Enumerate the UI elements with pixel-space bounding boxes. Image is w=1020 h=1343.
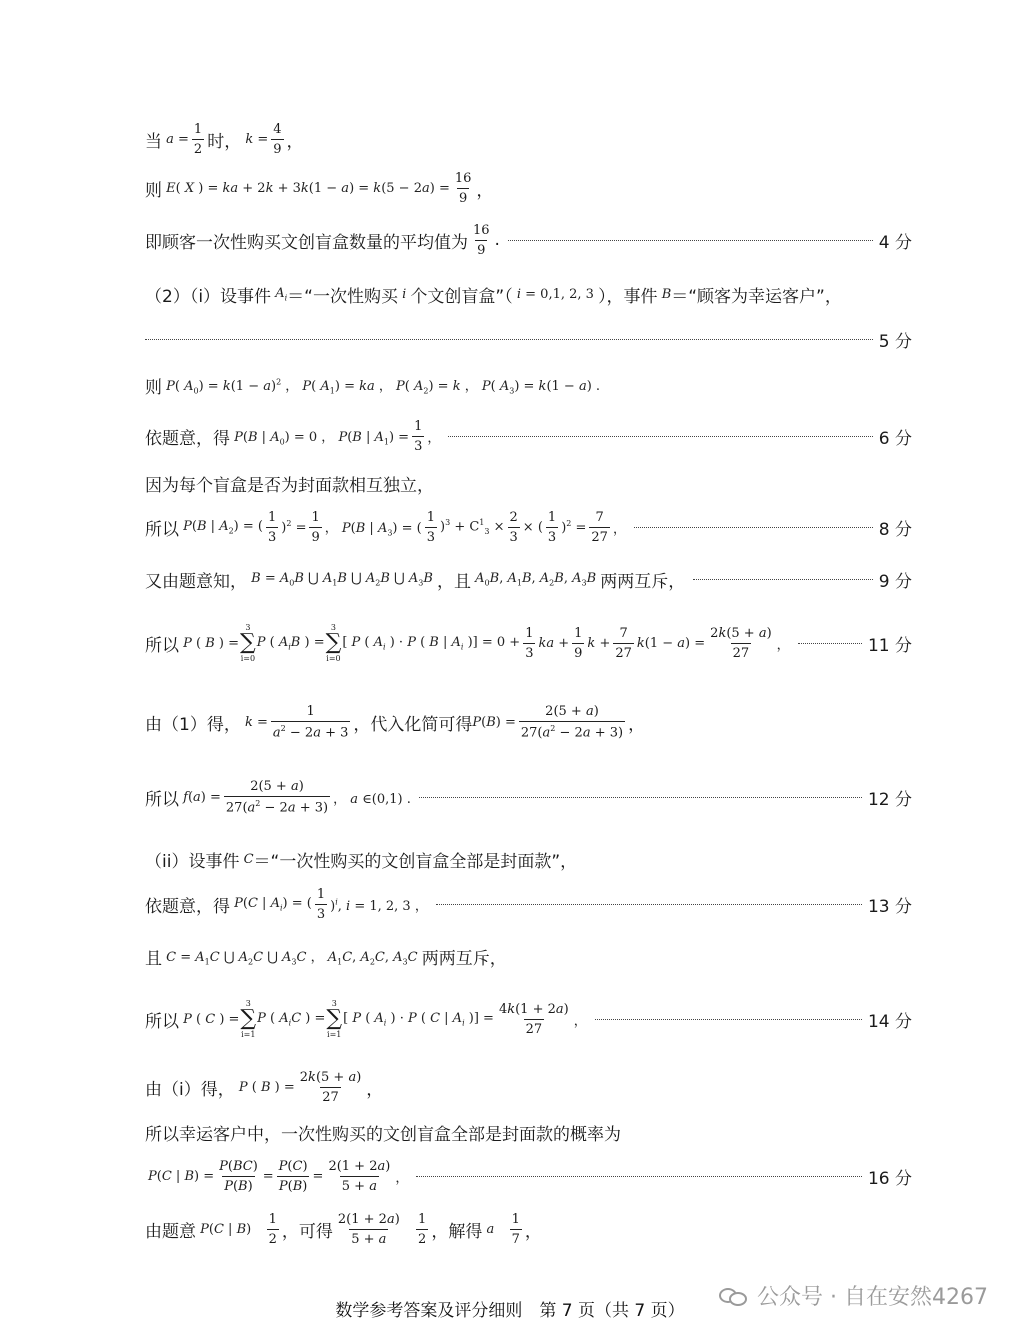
- line-9: 所以 P(B | $A_2$) = ( $\frac{1}{3}$ )$^2$ = $\frac{1}{9}$ ， P(B | $A_3$) = ( $\frac{1}{3}$ )$^3 + C^1_3$ × $\frac{2}{3}$ × ( $\frac{1}{3}$ )$^2$ = $\frac{7}{27}$ ， 8 分: [145, 509, 912, 545]
- dotted-leader: [634, 527, 873, 528]
- fraction: $\frac{4}{9}$: [273, 121, 282, 157]
- fraction: $\frac{1}{3}$: [316, 886, 326, 922]
- sum-symbol: 3 ∑ i=0: [325, 623, 342, 663]
- page-footer: 数学参考答案及评分细则 第 7 页（共 7 页）: [335, 1301, 685, 1321]
- line-3: 即顾客一次性购买文创盲盒数量的平均值为 $\frac{16}{9}$ . 4 分: [145, 222, 912, 258]
- fraction: $\frac{1}{3}$: [547, 509, 557, 545]
- fraction: $\frac{1}{3}$: [414, 418, 423, 454]
- score-label: 14 分: [867, 1011, 912, 1032]
- line-12: 由（1）得， k = $\frac{1}{a^2 - 2a + 3}$ ，代入化简可得 P(B) = $\frac{2(5 + a)}{27(a^2 - 2a + 3)}$ ，: [145, 703, 646, 741]
- fraction: $\frac{1}{3}$: [426, 509, 436, 545]
- score-label: 6 分: [878, 428, 912, 449]
- fraction: $\frac{1}{2}$: [193, 121, 203, 157]
- fraction: $\frac{1}{a^2 - 2a + 3}$: [272, 703, 349, 741]
- line-4: （2）（i）设事件 $A_i$ ＝“一次性购买 i 个文创盲盒”（ i = 0,1, 2, 3 ），事件 B ＝“顾客为幸运客户”，: [145, 285, 842, 307]
- dotted-leader: [595, 1019, 862, 1020]
- line-2: 则 E( X ) = ka + 2k + 3k(1 − a) = k(5 − 2a) = $\frac{16}{9}$ ，: [145, 170, 494, 206]
- fraction: $\frac{1}{9}$: [311, 509, 320, 545]
- dotted-leader: [508, 240, 873, 241]
- fraction: $\frac{2(1 + 2a)}{5 + a}$: [337, 1211, 400, 1247]
- sum-symbol: 3 ∑ i=1: [326, 999, 343, 1039]
- dotted-leader: [693, 579, 872, 580]
- fraction: $\frac{1}{2}$: [268, 1211, 277, 1247]
- line-1: 当 a = $\frac{1}{2}$ 时， k = $\frac{4}{9}$ ，: [145, 121, 304, 157]
- score-label: 16 分: [867, 1168, 912, 1189]
- score-label: 4 分: [878, 232, 912, 253]
- fraction: $\frac{1}{7}$: [511, 1211, 520, 1247]
- line-19: 所以幸运客户中，一次性购买的文创盲盒全部是封面款的概率为: [145, 1124, 621, 1145]
- line-14: （ii）设事件 C ＝“一次性购买的文创盲盒全部是封面款”，: [145, 851, 578, 872]
- line-10: 又由题意知， $B = A_0B$ ⋃ $A_1B$ ⋃ $A_2B$ ⋃ $A_3B$ ，且 $A_0B$, $A_1B$, $A_2B$, $A_3B$ 两两互斥， 9 分: [145, 557, 912, 601]
- dotted-leader: [145, 339, 873, 340]
- fraction: $\frac{16}{9}$: [454, 170, 472, 206]
- dotted-leader: [419, 797, 862, 798]
- fraction: $\frac{16}{9}$: [473, 222, 490, 258]
- fraction: $\frac{4k(1 + 2a)}{27}$: [498, 1001, 569, 1037]
- fraction: $\frac{2k(5 + a)}{27}$: [299, 1069, 362, 1105]
- line-7: 依题意，得 P(B | $A_0) = 0$ ， P(B | $A_1$) = $\frac{1}{3}$ ， 6 分: [145, 418, 912, 454]
- score-label: 8 分: [878, 519, 912, 540]
- fraction: $\frac{1}{3}$: [525, 625, 534, 661]
- line-6: 则 P( $A_0) = k(1 - a)^2$ ， P( $A_1$) = ka ， P( $A_2) = k$ ， P( $A_3) = k(1 - a)$ .: [145, 377, 601, 398]
- fraction: $\frac{1}{9}$: [574, 625, 583, 661]
- line-13: 所以 f(a) = $\frac{2(5 + a)}{27(a^2 - 2a + 3)}$ ， a ∈(0,1) . 12 分: [145, 778, 912, 816]
- dotted-leader: [798, 643, 862, 644]
- line-20: P(C | B) = $\frac{P(BC)}{P(B)}$ = $\frac{P(C)}{P(B)}$ = $\frac{2(1 + 2a)}{5 + a}$ ， 16 分: [148, 1158, 912, 1194]
- dotted-leader: [436, 904, 862, 905]
- line-21: 由题意 P(C | B) $\frac{1}{2}$ ，可得 $\frac{2(1 + 2a)}{5 + a}$ $\frac{1}{2}$ ，解得 a $\frac{1}{7}$ ，: [145, 1211, 542, 1247]
- score-label: 9 分: [878, 571, 912, 592]
- fraction: $\frac{7}{27}$: [615, 625, 632, 661]
- line-17: 所以 P ( C ) = 3 ∑ i=1 P ( $A_iC$ ) = 3 ∑ i=1 [ P ( $A_i$ ) · P ( C | $A_i$ )] = $\frac{4k(1 + 2a)}{27}$ ， 14 分: [145, 999, 912, 1039]
- fraction: $\frac{2(5 + a)}{27(a^2 - 2a + 3)}$: [520, 703, 624, 741]
- fraction: $\frac{7}{27}$: [591, 509, 608, 545]
- watermark-text: 公众号 · 自在安然4267: [757, 1285, 988, 1310]
- fraction: $\frac{1}{2}$: [418, 1211, 427, 1247]
- fraction: $\frac{1}{3}$: [267, 509, 277, 545]
- line-5: [145, 317, 912, 361]
- fraction: $\frac{2(5 + a)}{27(a^2 - 2a + 3)}$: [225, 778, 329, 816]
- score-label: 11 分: [867, 635, 912, 656]
- dotted-leader: [448, 436, 872, 437]
- fraction: $\frac{P(BC)}{P(B)}$: [219, 1158, 258, 1194]
- fraction: $\frac{2}{3}$: [509, 509, 518, 545]
- fraction: $\frac{2k(5 + a)}{27}$: [710, 625, 772, 661]
- line-16: 且 $C = A_1C$ ⋃ $A_2C$ ⋃ $A_3C$ ， $A_1C$, $A_2C$, $A_3C$ 两两互斥，: [145, 948, 507, 969]
- sum-symbol: 3 ∑ i=1: [240, 999, 257, 1039]
- line-15: 依题意，得 P(C | $A_i$) = ( $\frac{1}{3}$ )$^i$, i = 1, 2, 3 ， 13 分: [145, 886, 912, 922]
- fraction: $\frac{2(1 + 2a)}{5 + a}$: [328, 1158, 391, 1194]
- dotted-leader: [416, 1176, 862, 1177]
- score-label: 13 分: [867, 896, 912, 917]
- line-8: 因为每个盲盒是否为封面款相互独立，: [145, 475, 434, 496]
- score-label: 12 分: [867, 789, 912, 810]
- score-label: 5 分: [878, 331, 912, 352]
- line-11: 所以 P ( B ) = 3 ∑ i=0 P ( $A_iB$ ) = 3 ∑ i=0 [ P ( $A_i$ ) · P ( B | $A_i$ )] = 0 + $\frac{1}{3}$ ka + $\frac{1}{9}$ k + $\frac{7}{27}$ k(1 − a) = $\frac{2k(5 + a)}{27}$ ， 11 分: [145, 623, 912, 663]
- line-18: 由（i）得， P ( B ) = $\frac{2k(5 + a)}{27}$ ，: [145, 1069, 384, 1105]
- fraction: $\frac{P(C)}{P(B)}$: [278, 1158, 308, 1194]
- sum-symbol: 3 ∑ i=0: [240, 623, 256, 663]
